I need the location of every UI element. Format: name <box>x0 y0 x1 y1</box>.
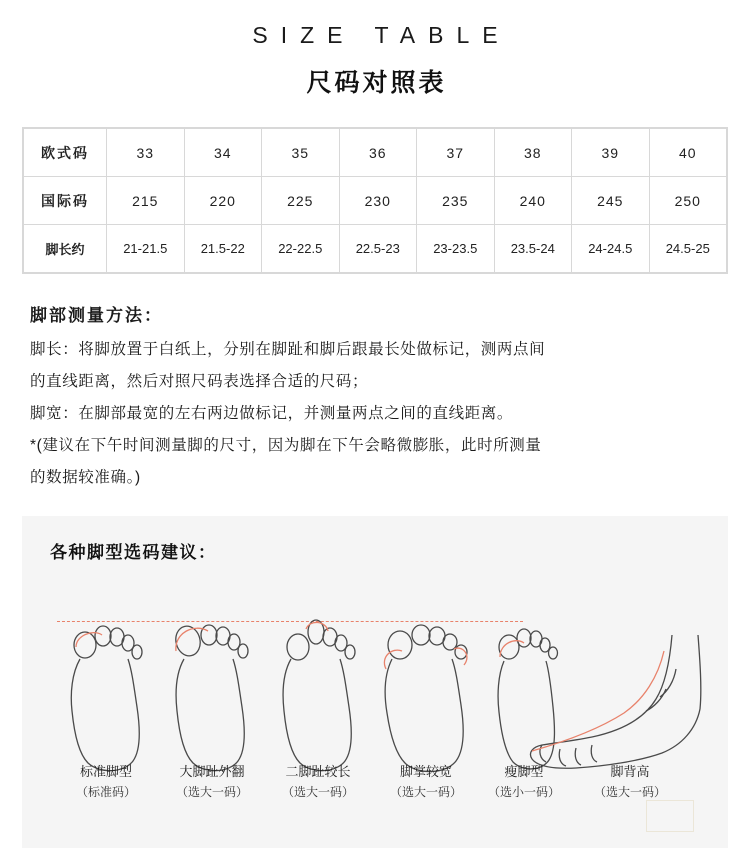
cell-eu-7: 40 <box>649 129 727 177</box>
advice-title: 各种脚型选码建议： <box>50 543 217 562</box>
cell-len-3: 22.5-23 <box>339 225 417 273</box>
measurement-line-3: 脚宽：在脚部最宽的左右两边做标记，并测量两点之间的直线距离。 <box>30 405 514 422</box>
cell-eu-4: 37 <box>417 129 495 177</box>
measurement-line-5: 的数据较准确。) <box>30 469 141 486</box>
cell-len-5: 23.5-24 <box>494 225 572 273</box>
cell-eu-2: 35 <box>262 129 340 177</box>
foot-type-advice-panel <box>22 516 728 848</box>
foot-bunion-icon <box>164 607 260 777</box>
cell-eu-1: 34 <box>184 129 262 177</box>
measurement-line-1: 脚长：将脚放置于白纸上，分别在脚趾和脚后跟最长处做标记，测两点间 <box>30 341 546 358</box>
label-wide-note: （选大一码） <box>389 785 462 799</box>
cell-intl-3: 230 <box>339 177 417 225</box>
size-table-wrapper <box>22 127 728 274</box>
foot-standard-icon <box>58 607 154 777</box>
cell-eu-3: 36 <box>339 129 417 177</box>
cell-intl-4: 235 <box>417 177 495 225</box>
cell-len-1: 21.5-22 <box>184 225 262 273</box>
table-row <box>24 129 727 177</box>
row-header-eu: 欧式码 <box>24 129 107 177</box>
label-standard-note: （标准码） <box>75 785 136 799</box>
label-long-second-toe-note: （选大一码） <box>281 785 354 799</box>
label-narrow-note: （选小一码） <box>487 785 560 799</box>
cell-eu-0: 33 <box>107 129 185 177</box>
cell-eu-5: 38 <box>494 129 572 177</box>
cell-len-0: 21-21.5 <box>107 225 185 273</box>
measurement-line-4: *(建议在下午时间测量脚的尺寸，因为脚在下午会略微膨胀，此时所测量 <box>30 437 542 454</box>
foot-high-instep-icon <box>520 633 710 778</box>
watermark-box <box>646 800 694 832</box>
foot-long-second-toe-icon <box>270 607 366 777</box>
row-header-intl: 国际码 <box>24 177 107 225</box>
measurement-title: 脚部测量方法： <box>30 306 163 325</box>
table-row <box>24 177 727 225</box>
label-long-second-toe <box>258 762 378 802</box>
label-narrow <box>464 762 584 802</box>
page-title-english: SIZE TABLE <box>252 22 511 48</box>
label-standard-name: 标准脚型 <box>79 764 132 779</box>
foot-illustrations <box>22 573 728 773</box>
page-header <box>0 0 750 99</box>
label-high-instep <box>570 762 690 802</box>
foot-wide-icon <box>376 607 480 777</box>
table-row <box>24 225 727 273</box>
cell-len-2: 22-22.5 <box>262 225 340 273</box>
measurement-line-2: 的直线距离，然后对照尺码表选择合适的尺码； <box>30 373 369 390</box>
cell-intl-6: 245 <box>572 177 650 225</box>
cell-intl-5: 240 <box>494 177 572 225</box>
cell-eu-6: 39 <box>572 129 650 177</box>
cell-len-4: 23-23.5 <box>417 225 495 273</box>
label-high-instep-note: （选大一码） <box>593 785 666 799</box>
label-bunion-note: （选大一码） <box>175 785 248 799</box>
label-bunion-name: 大脚趾外翻 <box>179 764 245 779</box>
label-standard <box>46 762 166 802</box>
cell-intl-0: 215 <box>107 177 185 225</box>
cell-intl-7: 250 <box>649 177 727 225</box>
label-narrow-name: 瘦脚型 <box>504 764 544 779</box>
row-header-footlength: 脚长约 <box>24 225 107 273</box>
label-bunion <box>152 762 272 802</box>
cell-len-6: 24-24.5 <box>572 225 650 273</box>
label-high-instep-name: 脚背高 <box>610 764 650 779</box>
measurement-instructions <box>30 300 720 494</box>
cell-intl-2: 225 <box>262 177 340 225</box>
size-table <box>23 128 727 273</box>
cell-intl-1: 220 <box>184 177 262 225</box>
label-wide-name: 脚掌较宽 <box>399 764 452 779</box>
page-title-chinese: 尺码对照表 <box>306 69 447 97</box>
cell-len-7: 24.5-25 <box>649 225 727 273</box>
label-long-second-toe-name: 二脚趾较长 <box>285 764 351 779</box>
foot-type-labels <box>22 762 728 822</box>
